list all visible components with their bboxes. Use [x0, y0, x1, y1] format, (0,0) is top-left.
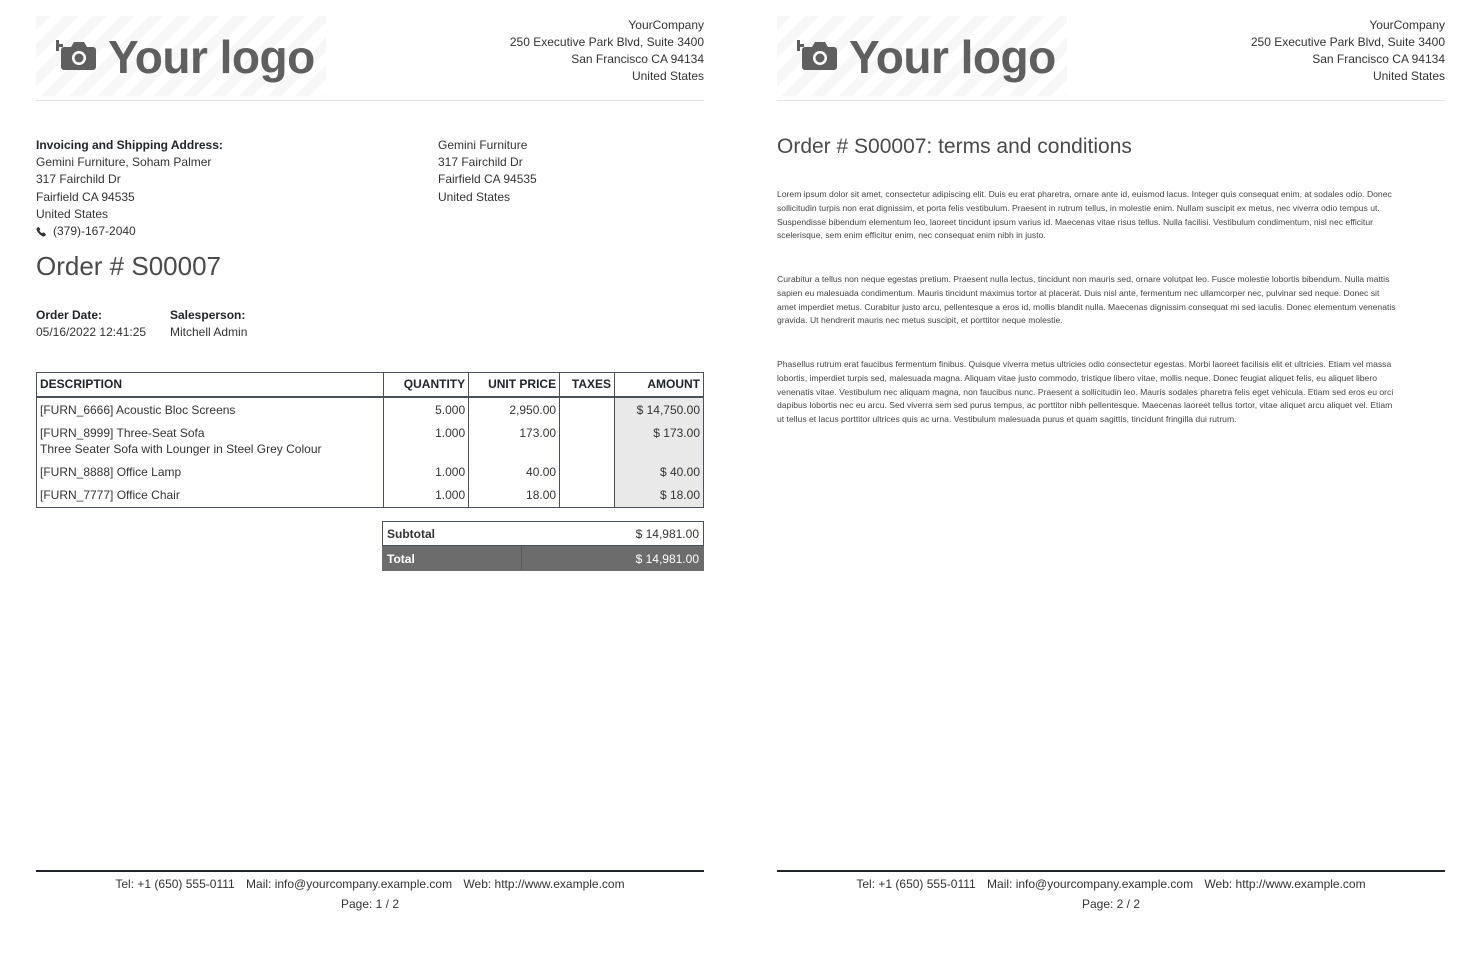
line-taxes [560, 483, 615, 508]
line-unit-price: 40.00 [469, 460, 560, 483]
invoicing-label: Invoicing and Shipping Address: [36, 138, 223, 152]
company-logo [36, 16, 326, 96]
line-description [37, 421, 384, 460]
header-divider [777, 100, 1445, 101]
header-quantity: QUANTITY [384, 373, 469, 397]
total-row [382, 546, 704, 571]
line-unit-price: 173.00 [469, 421, 560, 460]
footer-contact [777, 877, 1445, 891]
line-description: [FURN_8888] Office Lamp [37, 460, 384, 483]
terms-paragraph: Lorem ipsum dolor sit amet, consectetur adipiscing elit. Duis eu erat pharetra, ornare ante id, euismod lacus. Integer quis consequat enim, at sodales odio. Donec sollicitudin turpis non erat dignissim, et porta felis vestibulum. Praesent in rutrum tellus, in molestie enim. Nullam suscipit ex metus, nec viverra odio tempus ut. Suspendisse bibendum elementum leo, laoreet tincidunt ipsum varius id. Maecenas vitae risus tellus. Nulla facilisi. Vestibulum condimentum, nisl nec efficitur scelerisque, sem enim efficitur enim, nec consequat enim nibh in justo. [777, 189, 1392, 241]
subtotal-row [382, 521, 704, 546]
line-taxes [560, 460, 615, 483]
order-date-block [36, 307, 146, 341]
page-number: Page: 1 / 2 [340, 897, 400, 911]
company-name: YourCompany [1369, 18, 1445, 32]
footer-contact [36, 877, 704, 891]
line-amount: $ 173.00 [615, 421, 704, 460]
company-country: United States [631, 69, 704, 83]
footer-web: Web: http://www.example.com [1204, 877, 1366, 891]
footer-divider [777, 870, 1445, 872]
footer-tel: Tel: +1 (650) 555-0111 [856, 877, 976, 891]
order-title: Order # S00007 [36, 251, 222, 281]
logo-text: Your logo [108, 31, 315, 83]
line-unit-price: 2,950.00 [469, 397, 560, 421]
order-date-label: Order Date: [36, 308, 103, 322]
table-row [37, 460, 704, 483]
partner-line: Fairfield CA 94535 [438, 172, 537, 187]
partner-line: Gemini Furniture [438, 138, 528, 152]
footer-divider [36, 870, 704, 872]
company-logo [777, 16, 1067, 96]
line-amount: $ 40.00 [615, 460, 704, 483]
totals-block [382, 521, 704, 571]
salesperson-label: Salesperson: [170, 308, 246, 322]
subtotal-value: $ 14,981.00 [635, 526, 699, 541]
company-city: San Francisco CA 94134 [1312, 52, 1445, 66]
phone-icon [36, 226, 47, 237]
total-label: Total [383, 547, 522, 570]
salesperson-value: Mitchell Admin [170, 325, 248, 339]
company-city: San Francisco CA 94134 [571, 52, 704, 66]
terms-paragraph: Phasellus rutrum erat faucibus fermentum finibus. Quisque viverra metus ultricies odio consectetur egestas. Morbi laoreet facilisis elit et ultricies. Etiam vel massa lobortis, imperdiet turpis sed, malesuada magna. Aliquam vitae justo commodo, tristique libero vitae, mollis neque. Donec feugiat aliquet felis, eu aliquet libero venenatis vitae. Vestibulum nec aliquam magna, non faucibus nunc. Praesent a sollicitudin leo. Mauris sodales pharetra felis eget vehicula. Etiam sed eros eu orci dapibus lobortis nec eu arcu. Sed viverra sem sed purus tempus, ac porttitor nibh pellentesque. Maecenas laoreet tellus tortor, vitae aliquet arcu aliquet vel. Etiam ut tellus et lacus porttitor ultrices quis ac urna. Vestibulum malesuada purus et quam sagittis, tincidunt fringilla dui rutrum. [777, 359, 1394, 425]
phone-line [36, 223, 223, 240]
report-page-1 [36, 0, 704, 956]
terms-paragraph: Curabitur a tellus non neque egestas pretium. Praesent nulla lectus, tincidunt non mauris sed, ornare volutpat leo. Fusce molestie lobortis bibendum. Nulla mattis sapien eu malesuada condimentum. Mauris tincidunt maximus tortor at placerat. Duis nisl ante, fermentum nec ullamcorper nec, pulvinar sed neque. Donec sit amet imperdiet metus. Curabitur justo arcu, pellentesque a eros id, mollis blandit nulla. Maecenas dignissim consequat mi sed iaculis. Donec elementum venenatis gravida. Ut hendrerit mauris nec metus suscipit, et porttitor neque molestie. [777, 274, 1396, 326]
line-taxes [560, 397, 615, 421]
partner-line: 317 Fairchild Dr [438, 155, 523, 170]
company-country: United States [1372, 69, 1445, 83]
invoicing-line: 317 Fairchild Dr [36, 172, 121, 187]
invoicing-line: United States [36, 206, 109, 221]
terms-title: Order # S00007: terms and conditions [777, 135, 1132, 158]
line-amount: $ 14,750.00 [615, 397, 704, 421]
invoicing-line: Fairfield CA 94535 [36, 189, 135, 204]
line-product-detail: Three Seater Sofa with Lounger in Steel Grey Colour [40, 441, 322, 456]
footer-mail: Mail: info@yourcompany.example.com [246, 877, 453, 891]
partner-address [438, 137, 537, 206]
report-page-2 [777, 0, 1445, 956]
camera-plus-icon [56, 36, 96, 72]
header-description: DESCRIPTION [37, 373, 384, 397]
subtotal-label: Subtotal [387, 526, 435, 541]
invoicing-address [36, 137, 223, 240]
invoicing-line: Gemini Furniture, Soham Palmer [36, 155, 212, 170]
header-unit-price: UNIT PRICE [469, 373, 560, 397]
company-address [510, 17, 704, 85]
line-description: [FURN_7777] Office Chair [37, 483, 384, 508]
line-unit-price: 18.00 [469, 483, 560, 508]
order-lines-table [36, 372, 704, 508]
line-description: [FURN_6666] Acoustic Bloc Screens [37, 397, 384, 421]
phone-number: (379)-167-2040 [53, 224, 136, 239]
line-product: [FURN_8999] Three-Seat Sofa [40, 425, 205, 440]
footer-mail: Mail: info@yourcompany.example.com [987, 877, 1194, 891]
table-header-row [37, 373, 704, 397]
table-row [37, 483, 704, 508]
company-address [1251, 17, 1445, 85]
line-quantity: 1.000 [384, 483, 469, 508]
partner-line: United States [438, 189, 511, 204]
total-value: $ 14,981.00 [635, 551, 699, 566]
header-taxes: TAXES [560, 373, 615, 397]
line-amount: $ 18.00 [615, 483, 704, 508]
order-date-value: 05/16/2022 12:41:25 [36, 325, 147, 339]
footer-tel: Tel: +1 (650) 555-0111 [115, 877, 235, 891]
camera-plus-icon [797, 36, 837, 72]
line-quantity: 1.000 [384, 460, 469, 483]
company-street: 250 Executive Park Blvd, Suite 3400 [509, 35, 704, 49]
line-taxes [560, 421, 615, 460]
header-amount: AMOUNT [615, 373, 704, 397]
table-row [37, 397, 704, 421]
page-number: Page: 2 / 2 [1081, 897, 1141, 911]
header-divider [36, 100, 704, 101]
salesperson-block [170, 307, 247, 341]
company-name: YourCompany [628, 18, 704, 32]
line-quantity: 5.000 [384, 397, 469, 421]
logo-text: Your logo [849, 31, 1056, 83]
footer-web: Web: http://www.example.com [463, 877, 625, 891]
table-row [37, 421, 704, 460]
line-quantity: 1.000 [384, 421, 469, 460]
company-street: 250 Executive Park Blvd, Suite 3400 [1250, 35, 1445, 49]
